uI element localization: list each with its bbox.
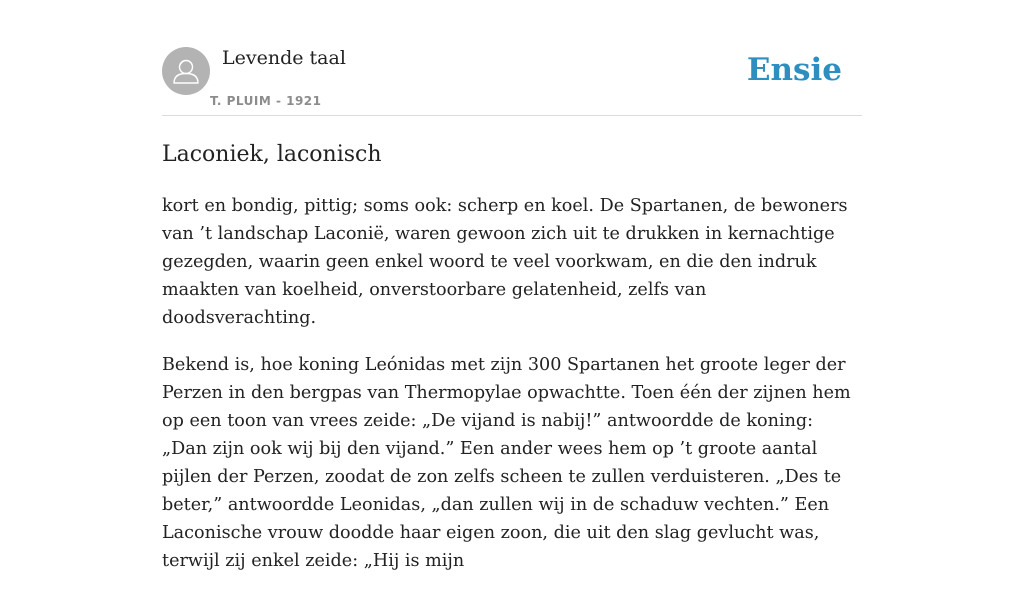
author-name[interactable]: Levende taal bbox=[222, 47, 346, 69]
author-meta: T. PLUIM - 1921 bbox=[210, 94, 322, 108]
article-body bbox=[162, 192, 862, 594]
article-paragraph: kort en bondig, pittig; soms ook: scherp en koel. De Spartanen, de bewoners van ’t landschap Laconië, waren gewoon zich uit te drukken in kernachtige gezegden, waarin geen enkel woord te veel voorkwam, en die den indruk maakten van koelheid, onverstoorbare gelatenheid, zelfs van doodsverachting. bbox=[162, 196, 848, 328]
header-divider bbox=[162, 115, 862, 116]
user-icon bbox=[162, 47, 210, 95]
article-header bbox=[162, 46, 862, 116]
avatar[interactable] bbox=[162, 47, 210, 95]
article-title: Laconiek, laconisch bbox=[162, 142, 382, 167]
article-paragraph: Bekend is, hoe koning Leónidas met zijn 300 Spartanen het groote leger der Perzen in den bergpas van Thermopylae opwachtte. Toen één der zijnen hem op een toon van vrees zeide: „De vijand is nabij!” antwoordde de koning: „Dan zijn ook wij bij den vijand.” Een ander wees hem op ’t groote aantal pijlen der Perzen, zoodat de zon zelfs scheen te zullen verduisteren. „Des te beter,” antwoordde Leonidas, „dan zullen wij in de schaduw vechten.” Een Laconische vrouw doodde haar eigen zoon, die uit den slag gevlucht was, terwijl zij enkel zeide: „Hij is mijn bbox=[162, 355, 851, 571]
brand-logo[interactable]: Ensie bbox=[746, 52, 842, 88]
